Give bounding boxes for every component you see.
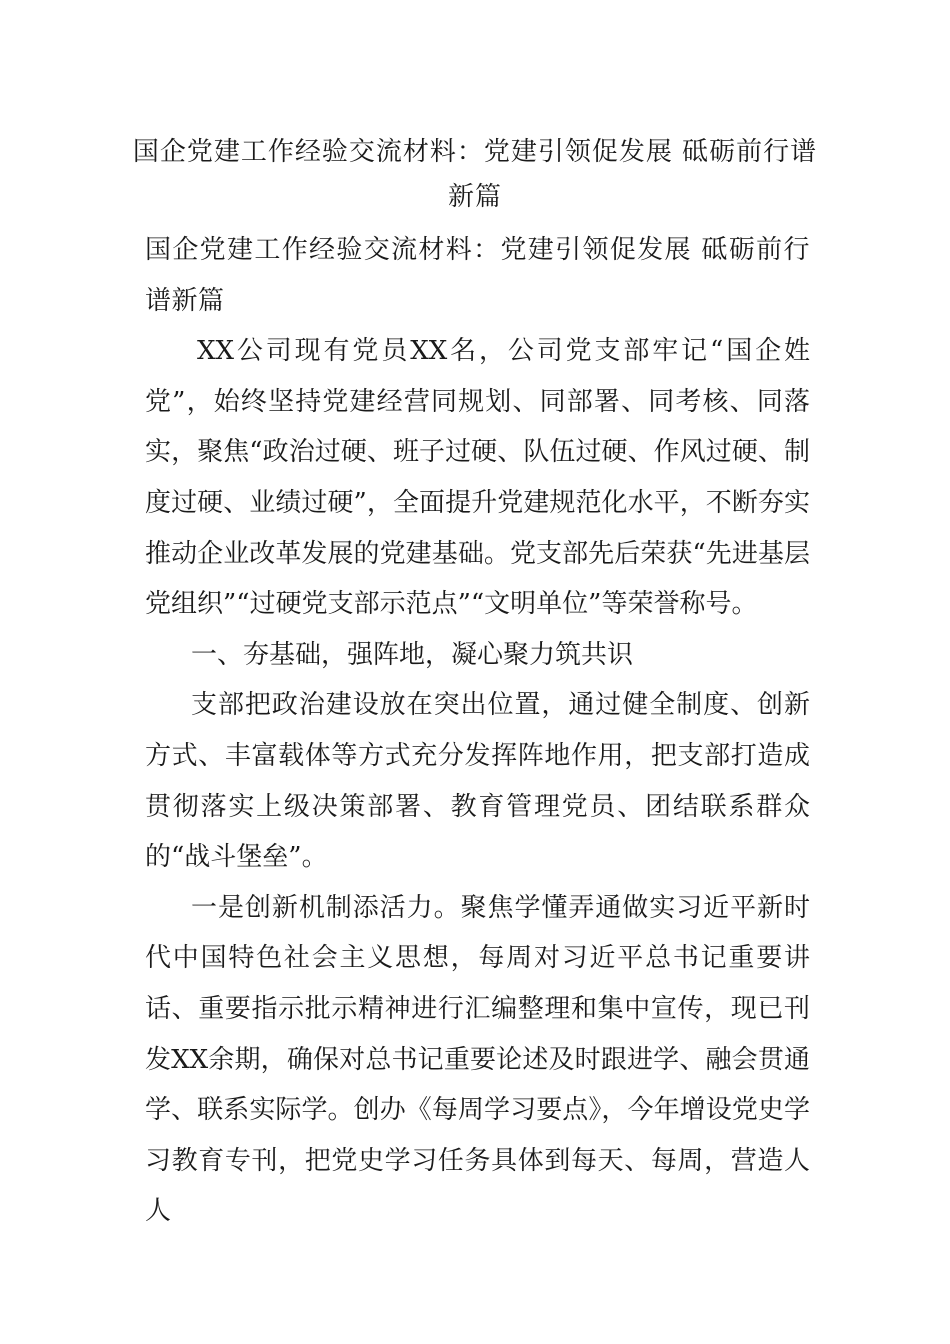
document-subtitle: 国企党建工作经验交流材料：党建引领促发展 砥砺前行谱新篇	[145, 235, 810, 316]
document-title: 国企党建工作经验交流材料：党建引领促发展 砥砺前行谱新篇	[132, 137, 818, 212]
section-heading: 一、夯基础，强阵地，凝心聚力筑共识	[191, 639, 634, 670]
section-paragraph: 支部把政治建设放在突出位置，通过健全制度、创新方式、丰富载体等方式充分发挥阵地作用，把支部打造成贯彻落实上级决策部署、教育管理党员、团结联系群众的“战斗堡垒”。	[145, 690, 810, 873]
subsection-paragraph: 一是创新机制添活力。聚焦学懂弄通做实习近平新时代中国特色社会主义思想，每周对习近平总书记重要讲话、重要指示批示精神进行汇编整理和集中宣传，现已刊发XX余期，确保对总书记重要论述及时跟进学、融会贯通学、联系实际学。创办《每周学习要点》，今年增设党史学习教育专刊，把党史学习任务具体到每天、每周，营造人人	[145, 892, 810, 1227]
intro-paragraph: XX公司现有党员XX名，公司党支部牢记“国企姓党”，始终坚持党建经营同规划、同部署、同考核、同落实，聚焦“政治过硬、班子过硬、队伍过硬、作风过硬、制度过硬、业绩过硬”，全面提升党建规范化水平，不断夯实推动企业改革发展的党建基础。党支部先后荣获“先进基层党组织”“过硬党支部示范点”“文明单位”等荣誉称号。	[145, 336, 810, 620]
document-body	[145, 225, 810, 1237]
